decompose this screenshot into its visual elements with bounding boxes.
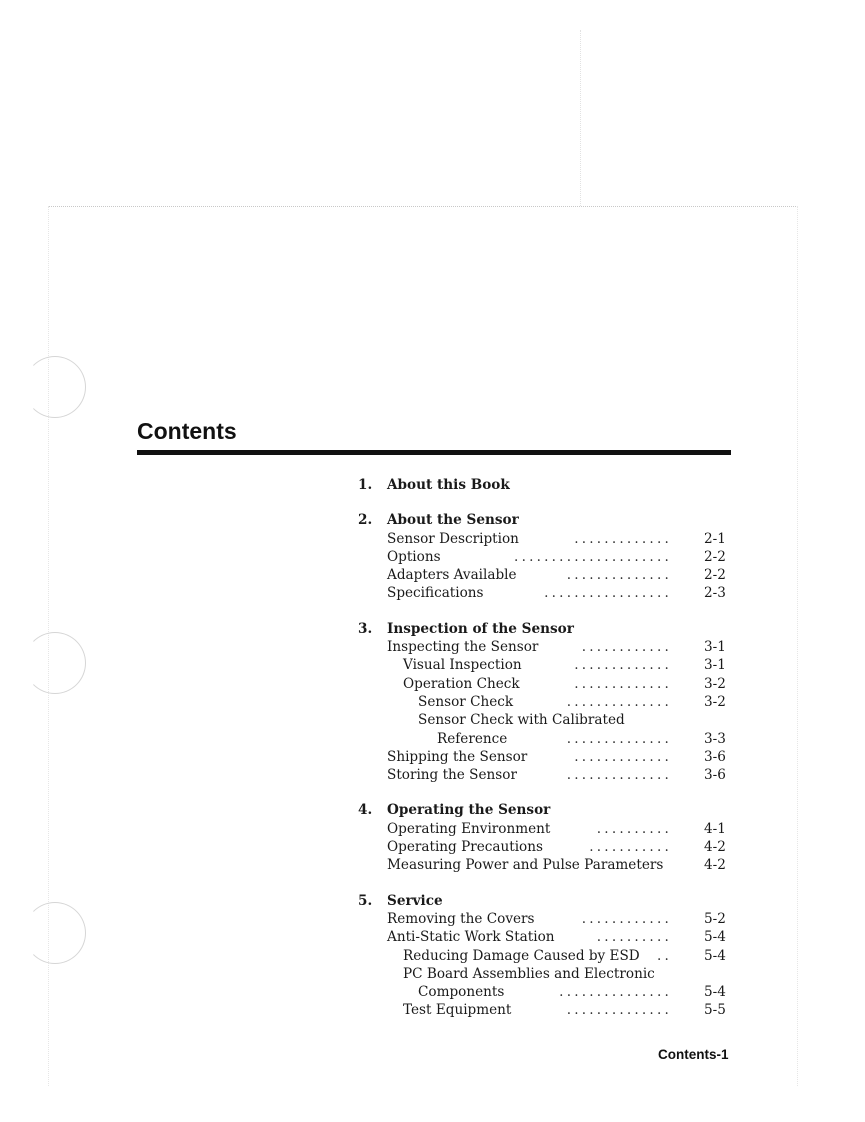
chapter-title-text: Service: [387, 892, 443, 909]
toc-entry[interactable]: [358, 965, 736, 983]
toc-page-number: 3-2: [704, 693, 726, 710]
toc-entry-title: Sensor Description: [387, 530, 519, 547]
scan-edge-top: [48, 206, 798, 207]
toc-entry[interactable]: [358, 548, 736, 566]
table-of-contents: [358, 476, 736, 1037]
toc-entry-title: Specifications: [387, 585, 484, 602]
toc-entry[interactable]: [358, 693, 736, 711]
leader-dots: ..........: [596, 820, 672, 837]
toc-entry[interactable]: [358, 820, 736, 838]
toc-entry[interactable]: [358, 748, 736, 766]
leader-dots: .................: [544, 585, 672, 602]
title-rule: [137, 450, 731, 455]
scan-edge-right: [797, 206, 798, 1086]
toc-chapter: [358, 801, 736, 874]
toc-page-number: 2-3: [704, 585, 726, 602]
chapter-title-text: Operating the Sensor: [387, 802, 551, 819]
page-footer: Contents-1: [658, 1047, 729, 1062]
toc-page-number: 5-4: [704, 984, 726, 1001]
toc-entry[interactable]: [358, 947, 736, 965]
toc-page-number: 3-6: [704, 767, 726, 784]
toc-entry-title: Reducing Damage Caused by ESD: [403, 947, 640, 964]
toc-page-number: 3-1: [704, 639, 726, 656]
toc-entry-title: Measuring Power and Pulse Parameters: [387, 857, 664, 874]
toc-entry[interactable]: [358, 856, 736, 874]
leader-dots: ..............: [566, 767, 672, 784]
leader-dots: ...............: [559, 984, 672, 1001]
binder-hole-icon: [24, 356, 86, 418]
toc-page-number: 5-4: [704, 929, 726, 946]
toc-entry-title: Reference: [437, 730, 508, 747]
chapter-title[interactable]: [358, 801, 736, 819]
toc-page-number: 5-4: [704, 947, 726, 964]
chapter-number: 4.: [358, 802, 373, 819]
leader-dots: .............: [574, 675, 672, 692]
toc-entry-title: Shipping the Sensor: [387, 748, 528, 765]
toc-page-number: 2-2: [704, 548, 726, 565]
toc-entry-title: Operation Check: [403, 675, 520, 692]
toc-page-number: 3-2: [704, 675, 726, 692]
toc-entry[interactable]: [358, 730, 736, 748]
leader-dots: ............: [581, 639, 672, 656]
toc-entry-title: Inspecting the Sensor: [387, 639, 539, 656]
chapter-number: 5.: [358, 892, 373, 909]
toc-entry[interactable]: [358, 766, 736, 784]
toc-entry[interactable]: [358, 530, 736, 548]
toc-entry-title: Operating Precautions: [387, 839, 543, 856]
toc-entry[interactable]: [358, 711, 736, 729]
leader-dots: ..............: [566, 730, 672, 747]
chapter-title-text: About the Sensor: [387, 512, 519, 529]
scan-edge-vertical: [580, 30, 581, 206]
toc-entry-title: Visual Inspection: [403, 657, 522, 674]
toc-entry-title: Anti-Static Work Station: [387, 929, 555, 946]
leader-dots: ...........: [589, 839, 672, 856]
leader-dots: ..............: [566, 1002, 672, 1019]
toc-entry-title: Test Equipment: [403, 1002, 512, 1019]
toc-entry[interactable]: [358, 838, 736, 856]
toc-entry-title: Components: [418, 984, 505, 1001]
toc-page-number: 3-6: [704, 748, 726, 765]
toc-entry[interactable]: [358, 566, 736, 584]
toc-entry-title: Options: [387, 548, 441, 565]
chapter-title-text: Inspection of the Sensor: [387, 620, 574, 637]
toc-page-number: 5-5: [704, 1002, 726, 1019]
toc-entry-title: Sensor Check with Calibrated: [418, 712, 625, 729]
page-title: Contents: [137, 418, 237, 444]
toc-page-number: 3-1: [704, 657, 726, 674]
toc-chapter: [358, 511, 736, 602]
toc-chapter: [358, 620, 736, 785]
toc-entry[interactable]: [358, 675, 736, 693]
toc-page-number: 5-2: [704, 910, 726, 927]
chapter-number: 2.: [358, 512, 373, 529]
chapter-title[interactable]: [358, 511, 736, 529]
binder-hole-icon: [24, 632, 86, 694]
toc-entry[interactable]: [358, 1001, 736, 1019]
toc-page-number: 3-3: [704, 730, 726, 747]
toc-entry-title: Storing the Sensor: [387, 767, 517, 784]
leader-dots: ..: [656, 947, 672, 964]
toc-entry-title: Operating Environment: [387, 820, 551, 837]
toc-page-number: 2-2: [704, 567, 726, 584]
toc-entry[interactable]: [358, 584, 736, 602]
toc-page-number: 2-1: [704, 530, 726, 547]
toc-entry[interactable]: [358, 638, 736, 656]
leader-dots: .....................: [514, 548, 672, 565]
chapter-title-text: About this Book: [387, 477, 510, 493]
leader-dots: .............: [574, 657, 672, 674]
leader-dots: .............: [574, 748, 672, 765]
chapter-title[interactable]: [358, 892, 736, 910]
toc-entry-title: PC Board Assemblies and Electronic: [403, 965, 655, 982]
leader-dots: ............: [581, 910, 672, 927]
binder-hole-icon: [24, 902, 86, 964]
leader-dots: ..............: [566, 693, 672, 710]
toc-chapter: [358, 476, 736, 494]
chapter-number: 1.: [358, 477, 373, 493]
chapter-title[interactable]: [358, 620, 736, 638]
toc-entry-title: Removing the Covers: [387, 910, 535, 927]
toc-entry[interactable]: [358, 910, 736, 928]
chapter-number: 3.: [358, 620, 373, 637]
toc-page-number: 4-1: [704, 820, 726, 837]
toc-entry[interactable]: [358, 983, 736, 1001]
leader-dots: ..............: [566, 567, 672, 584]
toc-page-number: 4-2: [704, 839, 726, 856]
toc-entry-title: Sensor Check: [418, 693, 514, 710]
toc-chapter: [358, 892, 736, 1020]
leader-dots: .............: [574, 530, 672, 547]
leader-dots: ..........: [596, 929, 672, 946]
toc-page-number: 4-2: [704, 857, 726, 874]
toc-entry[interactable]: [358, 928, 736, 946]
chapter-title[interactable]: [358, 476, 736, 494]
toc-entry-title: Adapters Available: [387, 567, 517, 584]
toc-entry[interactable]: [358, 656, 736, 674]
